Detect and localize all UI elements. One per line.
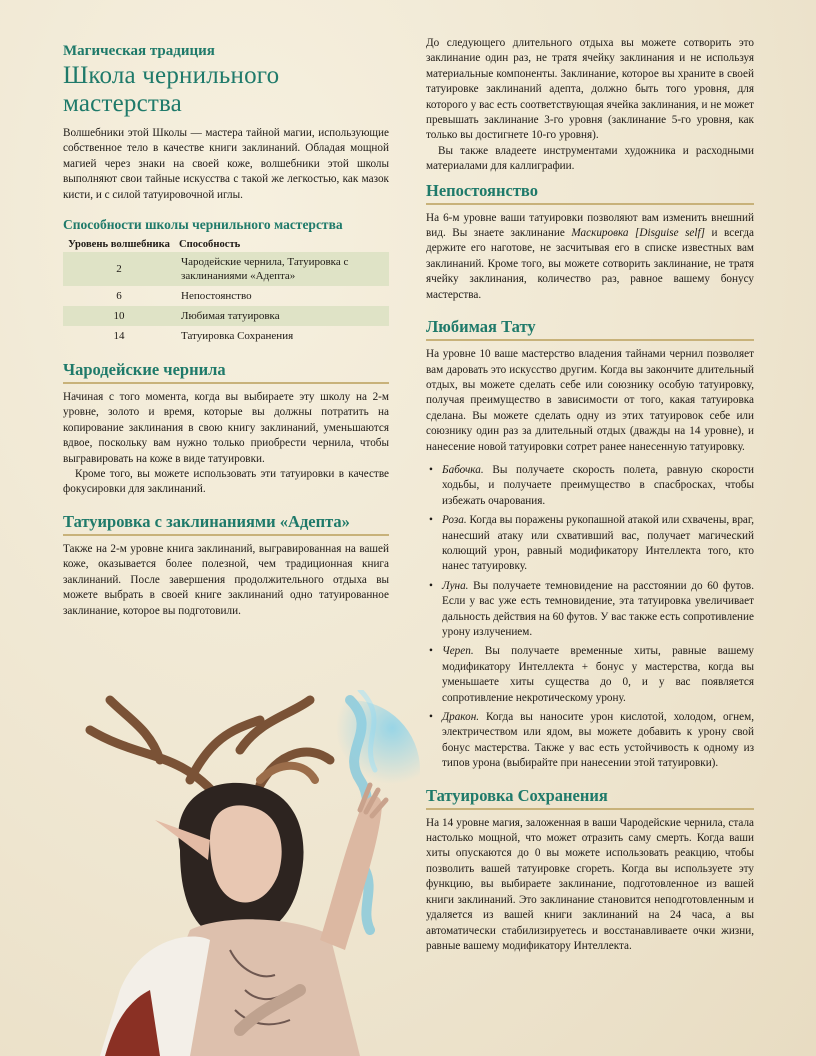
table-row bbox=[63, 286, 389, 306]
table-head-level: Уровень волшебника bbox=[68, 239, 170, 251]
bullet-icon: • bbox=[429, 711, 433, 724]
table-cell-level: 14 bbox=[113, 330, 125, 343]
tattoo-text: Вы получаете темновидение на расстоянии до 60 футов. Если у вас уже есть темновидение, эта татуировка увеличивает дальность действия на 60 футов. У вас также есть сопротивление урону излучением. bbox=[442, 579, 754, 638]
table-cell-feature: Непостоянство bbox=[181, 290, 252, 303]
list-item bbox=[426, 710, 754, 772]
table-caption: Способности школы чернильного мастерства bbox=[63, 217, 343, 233]
intro-paragraph: Волшебники этой Школы — мастера тайной магии, использующие собственное тело в качестве книги заклинаний. Обладая мощной магией через знаки на своей коже, волшебники этой школы выполняют свои тайные искусства с такой же легкостью, как мазок кисти, и с силой татуировочной иглы. bbox=[63, 127, 389, 201]
section-title-preservation: Татуировка Сохранения bbox=[426, 786, 754, 810]
table-cell-level: 10 bbox=[63, 306, 175, 326]
section-title-fickle: Непостоянство bbox=[426, 181, 754, 205]
tattoo-text: Вы получаете временные хиты, равные вашему модификатору Интеллекта + бонус у мастерства, когда вы уменьшаете хиты существа до 0, и у вас появляется сопротивление некротическому урону. bbox=[442, 645, 754, 704]
ink-paragraph-2: Кроме того, вы можете использовать эти татуировки в качестве фокусировки для заклинаний. bbox=[63, 468, 389, 496]
preservation-paragraph: На 14 уровне магия, заложенная в ваши Чародейские чернила, стала настолько мощной, что может отразить саму смерть. Когда ваши хиты опускаются до 0 вы можете использовать реакцию, чтобы позволить вашей татуировке сгореть. Когда вы используете эту функцию, вы выбираете заклинание, подготовленное из вашей книги заклинаний. Это заклинание становится неподготовленным и удаляется из вашей книги заклинаний на 24 часа, а вы автоматически стабилизируетесь и восстанавливаете очки жизни, равные вашему модификатору Интеллекта. bbox=[426, 816, 754, 952]
adept-paragraph-3: Вы также владеете инструментами художника и расходными материалами для каллиграфии. bbox=[426, 144, 754, 173]
tattoo-name: Череп. bbox=[442, 645, 474, 658]
table-cell-feature: Татуировка Сохранения bbox=[181, 330, 294, 343]
tattoo-name: Дракон. bbox=[442, 711, 480, 724]
favorite-paragraph: На уровне 10 ваше мастерство владения тайнами чернил позволяет вам даровать это искусство другим. Когда вы закончите длительный отдых, вы можете сделать себе или союзнику особую татуировку, получая преимущество в зависимости от того, какая татуировка сделана. Вы можете сделать одну из этих татуировок себе или союзнику один раз за длительный отдых (дважды на 14 уровне), и нанесение новой татуировки сотрет ранее нанесенную татуировку. bbox=[426, 348, 754, 453]
table-head-feature: Способность bbox=[179, 239, 241, 251]
tattoo-text: Вы получаете скорость полета, равную скорости ходьбы, и получаете преимущество в спасбросках, чтобы избежать очарования. bbox=[442, 463, 754, 507]
tattoo-text: Когда вы поражены рукопашной атакой или схвачены, враг, нанесший атаку или схвативший вас, получает магический колющий урон, равный модификатору Интеллекта того, кто нанес татуировку. bbox=[442, 514, 754, 573]
list-item bbox=[426, 579, 754, 641]
section-title-favorite: Любимая Тату bbox=[426, 317, 754, 341]
section-title-adept: Татуировка с заклинаниями «Адепта» bbox=[63, 512, 389, 536]
list-item bbox=[426, 644, 754, 706]
fickle-paragraph bbox=[426, 211, 754, 303]
table-cell-feature: Любимая татуировка bbox=[175, 306, 389, 326]
bullet-icon: • bbox=[429, 514, 433, 527]
tattoo-name: Луна. bbox=[442, 579, 469, 592]
bullet-icon: • bbox=[429, 579, 433, 592]
spell-name: Маскировка [Disguise self] bbox=[571, 227, 705, 240]
elf-wizard-illustration bbox=[60, 690, 420, 1056]
bullet-icon: • bbox=[429, 463, 433, 476]
table-row bbox=[63, 326, 389, 346]
table-cell-level: 2 bbox=[63, 252, 175, 286]
table-cell-feature: Чародейские чернила, Татуировка с заклинаниями «Адепта» bbox=[175, 252, 389, 286]
adept-paragraph-2: До следующего длительного отдыха вы можете сотворить это заклинание один раз, не тратя ячейку заклинания и не используя материальные компоненты. Заклинание, которое вы храните в своей татуировке заклинаний адепта, должно быть того уровня, для которого у вас есть соответствующая ячейка заклинания, и не может превышать заклинание 3-го уровня (заклинание 5-го уровня, как только вы достигнете 10-го уровня). bbox=[426, 37, 754, 142]
tattoo-name: Бабочка. bbox=[442, 463, 484, 476]
list-item bbox=[426, 463, 754, 509]
page-title: Школа чернильного мастерства bbox=[63, 62, 280, 117]
right-column bbox=[426, 36, 754, 954]
section-title-ink: Чародейские чернила bbox=[63, 360, 389, 384]
table-row bbox=[63, 306, 389, 326]
kicker: Магическая традиция bbox=[63, 43, 215, 59]
tattoo-name: Роза. bbox=[442, 514, 467, 527]
left-column bbox=[63, 36, 389, 619]
adept-paragraph-1: Также на 2-м уровне книга заклинаний, выгравированная на вашей коже, оказывается более полезной, чем традиционная книга заклинаний. После завершения продолжительного отдыха вы можете выбрать в своей книге заклинаний одно татуированное заклинание, которое вы подготовили. bbox=[63, 542, 389, 617]
tattoo-text: Когда вы наносите урон кислотой, холодом, огнем, электричеством или ядом, вы можете добавить к урону свой бонус мастерства. Также у вас есть устойчивость к одному из типов урона (выбирайте при нанесении этой татуировки). bbox=[442, 711, 754, 770]
tattoo-list bbox=[426, 463, 754, 772]
list-item bbox=[426, 513, 754, 575]
features-table bbox=[63, 237, 389, 346]
bullet-icon: • bbox=[429, 645, 433, 658]
table-cell-level: 6 bbox=[116, 290, 122, 303]
fickle-text-a: На 6-м уровне ваши татуировки позволяют вам изменить внешний вид. Вы знаете заклинание bbox=[426, 211, 754, 240]
ink-paragraph-1: Начиная с того момента, когда вы выбираете эту школу на 2-м уровне, золото и время, которые вы должны потратить на копирование заклинания в свою книгу заклинаний, уменьшаются вдвое, поскольку вам нужно только приобрести чернила, чтобы выгравировать на коже в виде татуировки. bbox=[63, 391, 389, 465]
table-row bbox=[63, 252, 389, 286]
fickle-text-b: и всегда держите его наготове, не засчитывая его в списке известных вам заклинаний. Кроме того, вы можете сотворить заклинание, не тратя ячейку заклинания, количество раз, равное вашему бонусу мастерства. bbox=[426, 227, 754, 301]
